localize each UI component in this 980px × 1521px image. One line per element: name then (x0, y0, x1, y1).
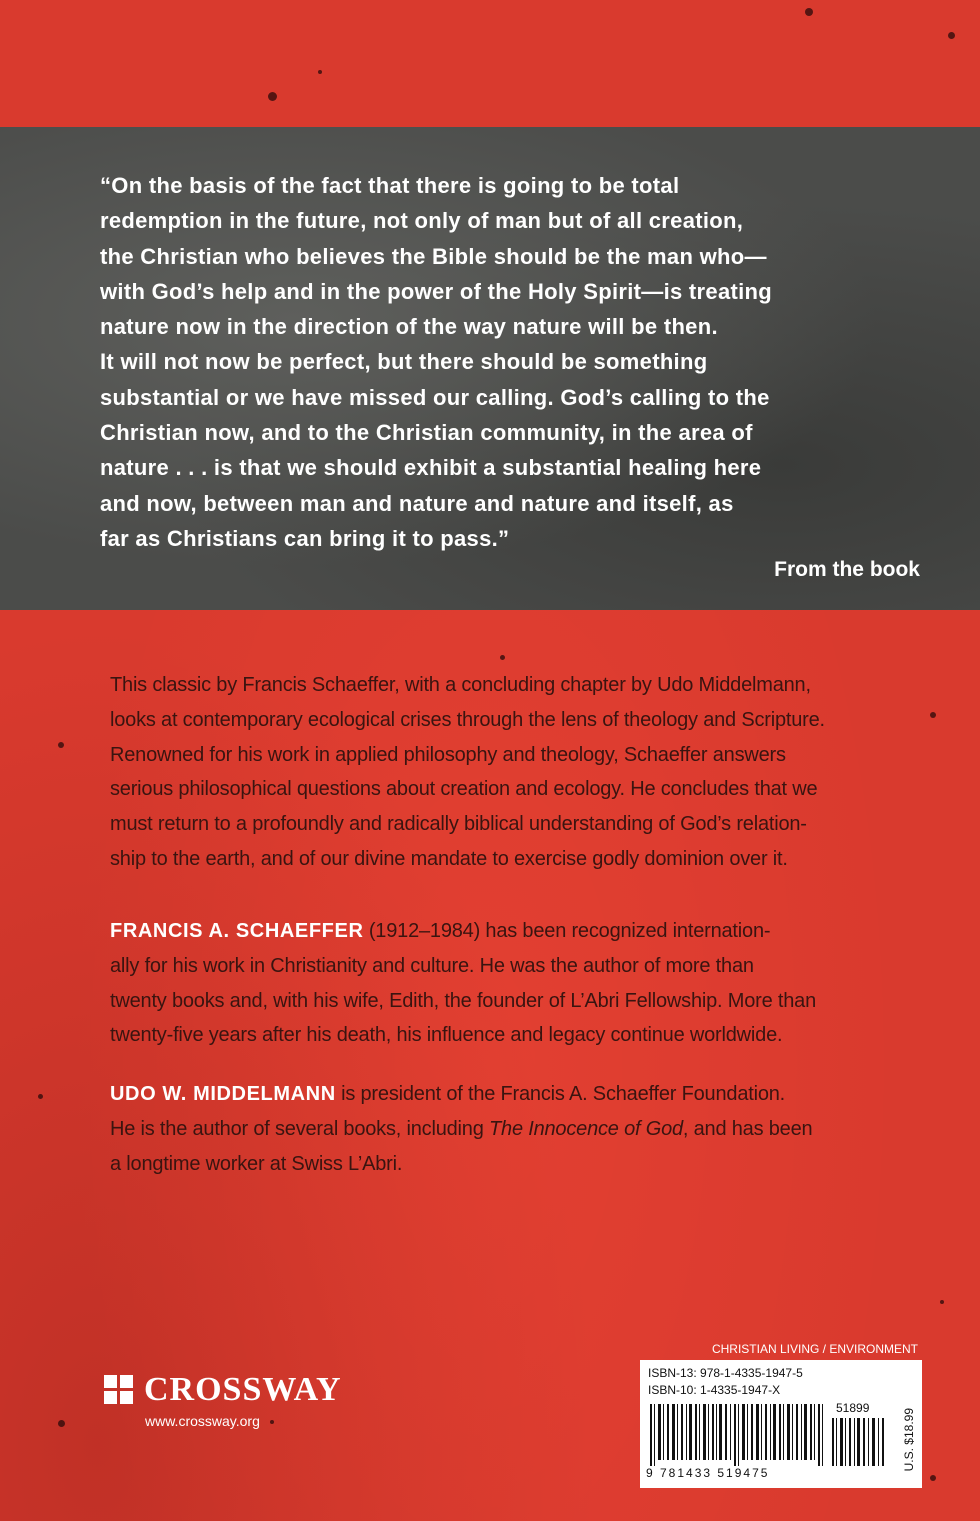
quote-line: It will not now be perfect, but there should be something (100, 349, 708, 375)
author-name: FRANCIS A. SCHAEFFER (110, 920, 364, 942)
publisher-logo (104, 1372, 342, 1408)
addon-barcode-icon (830, 1418, 886, 1466)
coauthor-bio-text: is president of the Francis A. Schaeffer Foundation. (335, 1083, 786, 1105)
quote-line: the Christian who believes the Bible should be the man who— (100, 243, 767, 269)
price-label: U.S. $18.99 (902, 1408, 916, 1472)
author-bio-text: (1912–1984) has been recognized internation- (363, 920, 771, 942)
quote-line: redemption in the future, not only of man but of all creation, (100, 208, 744, 234)
publisher-name: CROSSWAY (144, 1371, 342, 1408)
coauthor-bio (110, 1077, 920, 1181)
quote-line: “On the basis of the fact that there is going to be total (100, 173, 680, 198)
description-line: looks at contemporary ecological crises through the lens of theology and Scripture. (110, 708, 825, 731)
isbn-10: ISBN-10: 1-4335-1947-X (648, 1383, 781, 1397)
author-bio-line: ally for his work in Christianity and culture. He was the author of more than (110, 954, 754, 977)
quote-source: From the book (774, 558, 920, 581)
author-bio (110, 914, 920, 1053)
description-line: serious philosophical questions about creation and ecology. He concludes that we (110, 778, 818, 801)
description-line: This classic by Francis Schaeffer, with a concluding chapter by Udo Middelmann, (110, 674, 811, 696)
quote-line: with God’s help and in the power of the Holy Spirit—is treating (100, 278, 773, 304)
pull-quote (100, 168, 920, 556)
crossway-logo-icon (104, 1375, 134, 1405)
quote-line: substantial or we have missed our calling. God’s calling to the (100, 384, 770, 410)
book-description (110, 668, 920, 877)
coauthor-bio-line: a longtime worker at Swiss L’Abri. (110, 1152, 403, 1175)
barcode-panel (640, 1360, 922, 1488)
author-bio-line: twenty books and, with his wife, Edith, the founder of L’Abri Fellowship. More than (110, 989, 817, 1012)
coauthor-name: UDO W. MIDDELMANN (110, 1083, 336, 1105)
description-line: ship to the earth, and of our divine mandate to exercise godly dominion over it. (110, 847, 788, 870)
publisher-url: www.crossway.org (145, 1413, 260, 1429)
quote-line: and now, between man and nature and nature and itself, as (100, 490, 734, 516)
category-label: CHRISTIAN LIVING / ENVIRONMENT (711, 1342, 918, 1356)
book-title: The Innocence of God (489, 1117, 683, 1140)
author-bio-line: twenty-five years after his death, his influence and legacy continue worldwide. (110, 1024, 783, 1047)
isbn-13: ISBN-13: 978-1-4335-1947-5 (648, 1366, 803, 1380)
quote-line: Christian now, and to the Christian community, in the area of (100, 420, 753, 446)
price-code: 51899 (836, 1401, 870, 1415)
description-line: must return to a profoundly and radically biblical understanding of God’s relation- (110, 813, 807, 836)
quote-line: far as Christians can bring it to pass.” (100, 525, 510, 551)
description-line: Renowned for his work in applied philosophy and theology, Schaeffer answers (110, 743, 786, 766)
coauthor-bio-text: He is the author of several books, including (110, 1117, 489, 1140)
quote-line: nature . . . is that we should exhibit a substantial healing here (100, 455, 762, 481)
barcode-digits: 9 781433 519475 (646, 1466, 770, 1480)
quote-line: nature now in the direction of the way nature will be then. (100, 314, 718, 340)
coauthor-bio-text: , and has been (682, 1117, 813, 1140)
